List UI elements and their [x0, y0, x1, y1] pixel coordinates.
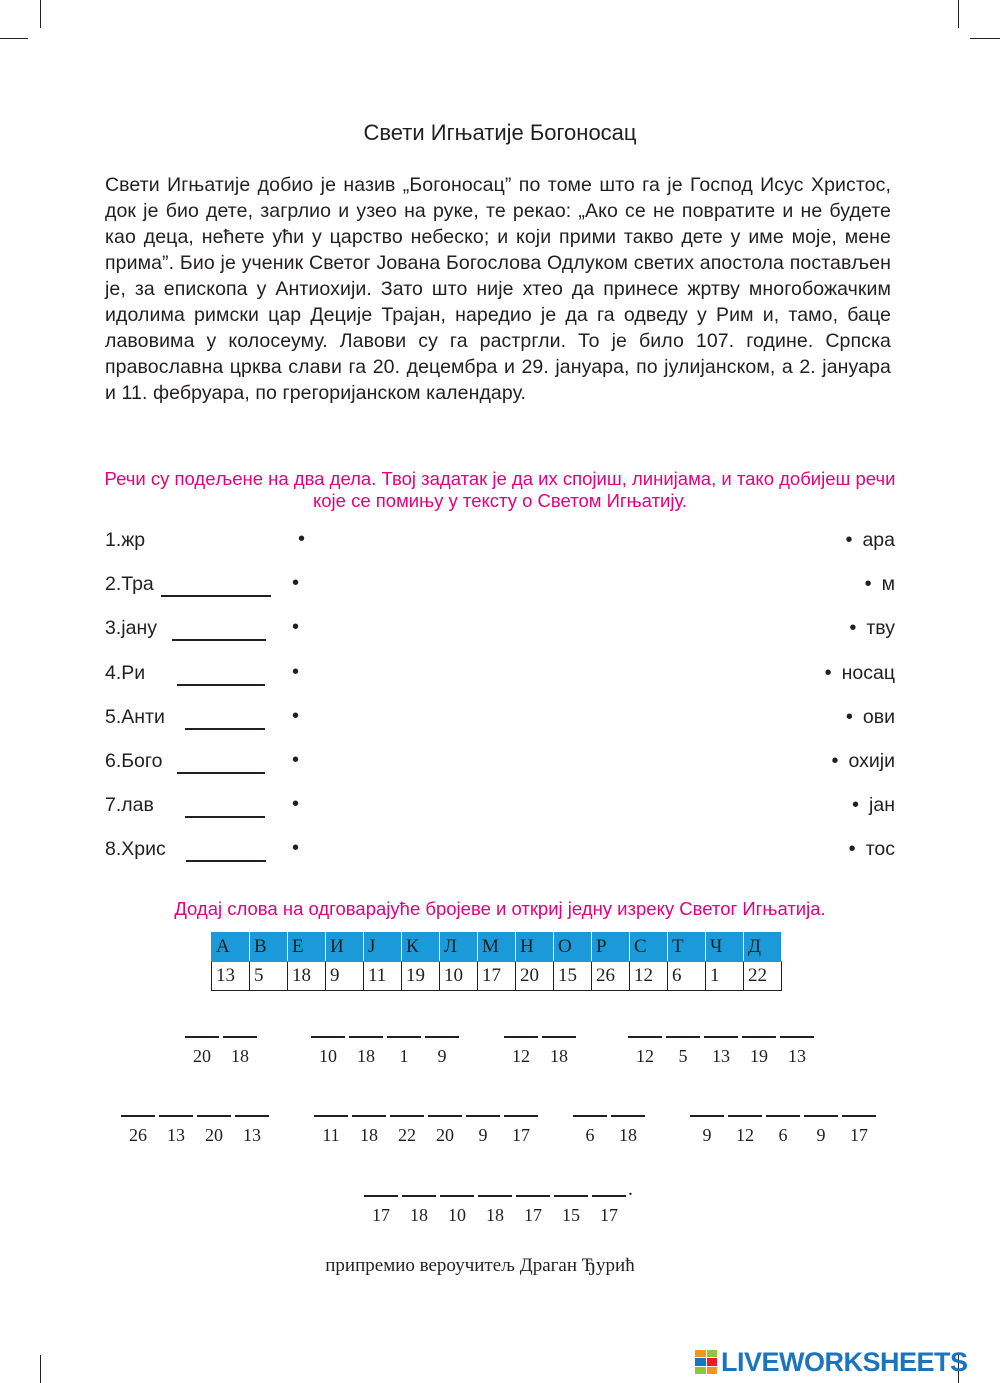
right-word-part: ара: [862, 529, 895, 551]
answer-line[interactable]: [161, 595, 271, 597]
letter-blank-line[interactable]: [390, 1115, 424, 1117]
answer-line[interactable]: [177, 772, 265, 774]
right-word-part: ови: [862, 705, 895, 728]
left-word-part: 8.Хрис: [105, 838, 166, 861]
right-word-group: [825, 662, 895, 685]
letter-code-number: 17: [512, 1125, 530, 1145]
matching-instruction: Речи су подељене на два дела. Твој задатак је да их спојиш, линијама, и тако добијеш речи које се помињу у тексту о Светом Игњатију.: [104, 468, 896, 511]
letter-blank-line[interactable]: [542, 1036, 576, 1038]
letter-code-number: 13: [243, 1125, 261, 1145]
letter-code-number: 6: [778, 1125, 788, 1145]
answer-line[interactable]: [186, 860, 266, 862]
match-row: [105, 662, 895, 692]
letter-blank-line[interactable]: [466, 1115, 500, 1117]
letter-blank-line[interactable]: [766, 1115, 800, 1117]
code-number: 6: [668, 962, 706, 991]
letter-code-number: 20: [205, 1125, 223, 1145]
page-title: Свети Игњатије Богоносац: [363, 120, 637, 145]
letter-blank-line[interactable]: [352, 1115, 386, 1117]
code-number: 18: [288, 962, 326, 991]
match-row: [105, 706, 895, 736]
letter-code-number: 9: [478, 1125, 488, 1145]
letter-blank-line[interactable]: [121, 1115, 155, 1117]
code-letter: Н: [516, 933, 554, 962]
right-word-group: [831, 750, 895, 773]
letter-code-number: 22: [398, 1125, 416, 1145]
letter-blank-line[interactable]: [185, 1036, 219, 1038]
letter-blank-line[interactable]: [704, 1036, 738, 1038]
right-word-part: јан: [869, 794, 895, 817]
code-number: 26: [592, 962, 630, 991]
answer-line[interactable]: [185, 816, 265, 818]
left-connect-dot[interactable]: •: [292, 793, 300, 816]
letter-code-number: 12: [736, 1125, 754, 1145]
letter-code-number: 6: [585, 1125, 595, 1145]
letter-code-number: 17: [524, 1205, 542, 1225]
letter-blank-line[interactable]: [842, 1115, 876, 1117]
crop-mark: [0, 38, 28, 39]
letter-code-number: 13: [788, 1046, 806, 1066]
letter-blank-line[interactable]: [728, 1115, 762, 1117]
code-number: 5: [250, 962, 288, 991]
liveworksheets-logo-icon: [695, 1350, 717, 1374]
liveworksheets-logo: [695, 1347, 968, 1377]
letter-blank-line[interactable]: [516, 1195, 550, 1197]
match-row: [105, 573, 895, 603]
letter-code-number: 17: [850, 1125, 868, 1145]
code-number: 13: [212, 962, 250, 991]
right-connect-dot[interactable]: •: [831, 750, 839, 772]
code-number: 1: [706, 962, 744, 991]
match-row: [105, 794, 895, 824]
code-number: 19: [402, 962, 440, 991]
letter-blank-line[interactable]: [364, 1195, 398, 1197]
code-letter: В: [250, 933, 288, 962]
letter-code-number: 18: [231, 1046, 249, 1066]
code-number: 10: [440, 962, 478, 991]
letter-code-table: [211, 932, 782, 991]
right-word-part: носац: [841, 661, 895, 684]
match-row: [105, 750, 895, 780]
right-word-group: [849, 617, 895, 640]
letter-blank-line[interactable]: [387, 1036, 421, 1038]
letter-blank-line[interactable]: [611, 1115, 645, 1117]
left-connect-dot[interactable]: •: [292, 660, 300, 683]
letter-blank-line[interactable]: [690, 1115, 724, 1117]
code-number: 22: [744, 962, 782, 991]
right-connect-dot[interactable]: •: [849, 617, 857, 640]
right-word-group: [852, 794, 895, 817]
letter-blank-line[interactable]: [440, 1195, 474, 1197]
right-word-part: тос: [865, 838, 895, 861]
story-paragraph: Свети Игњатије добио је назив „Богоносац” по томе што га је Господ Исус Христос, док је био дете, загрлио и узео на руке, те рекао: „Ако се не повратите и не будете као деца, нећете ући у царство небеско; и који прими такво дете у име моје, мене прима”. Био је ученик Светог Јована Богослова Одлуком светих апостола постављен је, за епископа у Антиохији. Зато што није хтео да принесе жртву многобожачким идолима римски цар Децијe Трајан, наредио је да га одведу у Рим и, тамо, баце лавовима у колосеуму. Лавови су га растргли. То је било 107. године. Српска православна црква слави га 20. децембра и 29. јануара, по јулијанском, а 2. јануара и 11. фебруара, по грегоријанском календару.: [105, 174, 891, 404]
match-row: [105, 617, 895, 647]
letter-blank-line[interactable]: [428, 1115, 462, 1117]
code-number: 20: [516, 962, 554, 991]
letter-code-number: 10: [319, 1046, 337, 1066]
code-letter: Д: [744, 933, 782, 962]
letter-blank-line[interactable]: [349, 1036, 383, 1038]
right-connect-dot[interactable]: •: [852, 794, 860, 817]
letter-code-number: 1: [399, 1046, 409, 1066]
letter-blank-line[interactable]: [314, 1115, 348, 1117]
left-word-part: 5.Анти: [105, 705, 165, 728]
left-word-part: 6.Бого: [105, 750, 163, 772]
code-letter: Т: [668, 933, 706, 962]
right-connect-dot[interactable]: •: [848, 838, 856, 861]
crop-mark: [40, 0, 41, 28]
code-number: 9: [326, 962, 364, 991]
crop-mark: [958, 0, 959, 28]
code-letter: М: [478, 933, 516, 962]
left-word-part: 7.лав: [105, 794, 154, 817]
right-word-group: [865, 573, 895, 596]
letter-blank-line[interactable]: [159, 1115, 193, 1117]
code-letter: А: [212, 933, 250, 962]
letter-blank-line[interactable]: [628, 1036, 662, 1038]
letter-code-number: 13: [712, 1046, 730, 1066]
answer-line[interactable]: [177, 684, 265, 686]
letter-code-number: 12: [512, 1046, 530, 1066]
code-letter: С: [630, 933, 668, 962]
letter-code-number: 18: [357, 1046, 375, 1066]
letter-blank-line[interactable]: [504, 1115, 538, 1117]
left-word-part: 1.жр: [105, 529, 146, 551]
left-connect-dot[interactable]: •: [292, 837, 300, 860]
letter-blank-line[interactable]: [780, 1036, 814, 1038]
code-letter: Е: [288, 933, 326, 962]
code-instruction: Додај слова на одговарајуће бројеве и откриј једну изреку Светог Игњатија.: [174, 898, 826, 919]
letter-blank-line[interactable]: [223, 1036, 257, 1038]
letter-blank-line[interactable]: [235, 1115, 269, 1117]
right-connect-dot[interactable]: •: [845, 705, 853, 728]
letter-code-number: 26: [129, 1125, 147, 1145]
letter-code-number: 18: [410, 1205, 428, 1225]
left-connect-dot[interactable]: •: [292, 572, 300, 595]
answer-line[interactable]: [185, 728, 265, 730]
letter-blank-line[interactable]: [478, 1195, 512, 1197]
code-number: 11: [364, 962, 402, 991]
letter-blank-line[interactable]: [742, 1036, 776, 1038]
letter-code-number: 10: [448, 1205, 466, 1225]
letter-blank-line[interactable]: [573, 1115, 607, 1117]
answer-line[interactable]: [172, 639, 266, 641]
code-letter: Р: [592, 933, 630, 962]
right-connect-dot[interactable]: •: [864, 573, 872, 596]
right-word-part: тву: [866, 617, 895, 640]
code-number: 17: [478, 962, 516, 991]
letter-code-number: 12: [636, 1046, 654, 1066]
left-word-part: 4.Ри: [105, 661, 146, 684]
letter-code-number: 5: [678, 1046, 688, 1066]
letter-blank-line[interactable]: [197, 1115, 231, 1117]
letter-code-number: 17: [600, 1205, 618, 1225]
left-connect-dot[interactable]: •: [292, 616, 300, 639]
crop-mark: [40, 1355, 41, 1383]
left-connect-dot[interactable]: •: [298, 528, 306, 550]
letter-code-number: 18: [486, 1205, 504, 1225]
letter-blank-line[interactable]: [554, 1195, 588, 1197]
crop-mark: [970, 38, 1000, 39]
letter-code-number: 11: [322, 1125, 340, 1145]
letter-code-number: 9: [816, 1125, 826, 1145]
code-number: 15: [554, 962, 592, 991]
match-row: [105, 529, 895, 559]
letter-blank-line[interactable]: [311, 1036, 345, 1038]
right-word-group: [849, 838, 895, 861]
letter-code-number: 20: [193, 1046, 211, 1066]
letter-blank-line[interactable]: [425, 1036, 459, 1038]
code-letter: К: [402, 933, 440, 962]
letter-code-number: 18: [360, 1125, 378, 1145]
right-word-group: [845, 529, 895, 552]
letter-code-number: 13: [167, 1125, 185, 1145]
letter-code-number: 9: [702, 1125, 712, 1145]
letter-blank-line[interactable]: [504, 1036, 538, 1038]
letter-code-number: 20: [436, 1125, 454, 1145]
right-word-part: охији: [848, 750, 895, 772]
letter-blank-line[interactable]: [804, 1115, 838, 1117]
right-word-part: м: [881, 573, 895, 596]
letter-code-number: 9: [437, 1046, 447, 1066]
right-connect-dot[interactable]: •: [824, 661, 832, 684]
letter-blank-line[interactable]: [592, 1195, 626, 1197]
letter-code-number: 15: [562, 1205, 580, 1225]
right-connect-dot[interactable]: •: [845, 529, 853, 551]
right-word-group: [846, 706, 895, 729]
letter-code-number: 18: [619, 1125, 637, 1145]
code-number: 12: [630, 962, 668, 991]
match-row: [105, 838, 895, 868]
saying-end-period: .: [628, 1178, 633, 1200]
author-credit: припремио вероучитељ Драган Ђурић: [325, 1255, 635, 1276]
code-letter: Ч: [706, 933, 744, 962]
code-letter: Ј: [364, 933, 402, 962]
left-connect-dot[interactable]: •: [292, 749, 300, 771]
code-letter: Л: [440, 933, 478, 962]
letter-blank-line[interactable]: [666, 1036, 700, 1038]
letter-code-number: 19: [750, 1046, 768, 1066]
letter-blank-line[interactable]: [402, 1195, 436, 1197]
left-word-part: 2.Тра: [105, 573, 154, 596]
code-letter: И: [326, 933, 364, 962]
left-connect-dot[interactable]: •: [292, 704, 300, 727]
letter-code-number: 18: [550, 1046, 568, 1066]
left-word-part: 3.јану: [105, 617, 157, 640]
code-letter: О: [554, 933, 592, 962]
liveworksheets-logo-text: LIVEWORKSHEETS: [721, 1346, 968, 1377]
letter-code-number: 17: [372, 1205, 390, 1225]
